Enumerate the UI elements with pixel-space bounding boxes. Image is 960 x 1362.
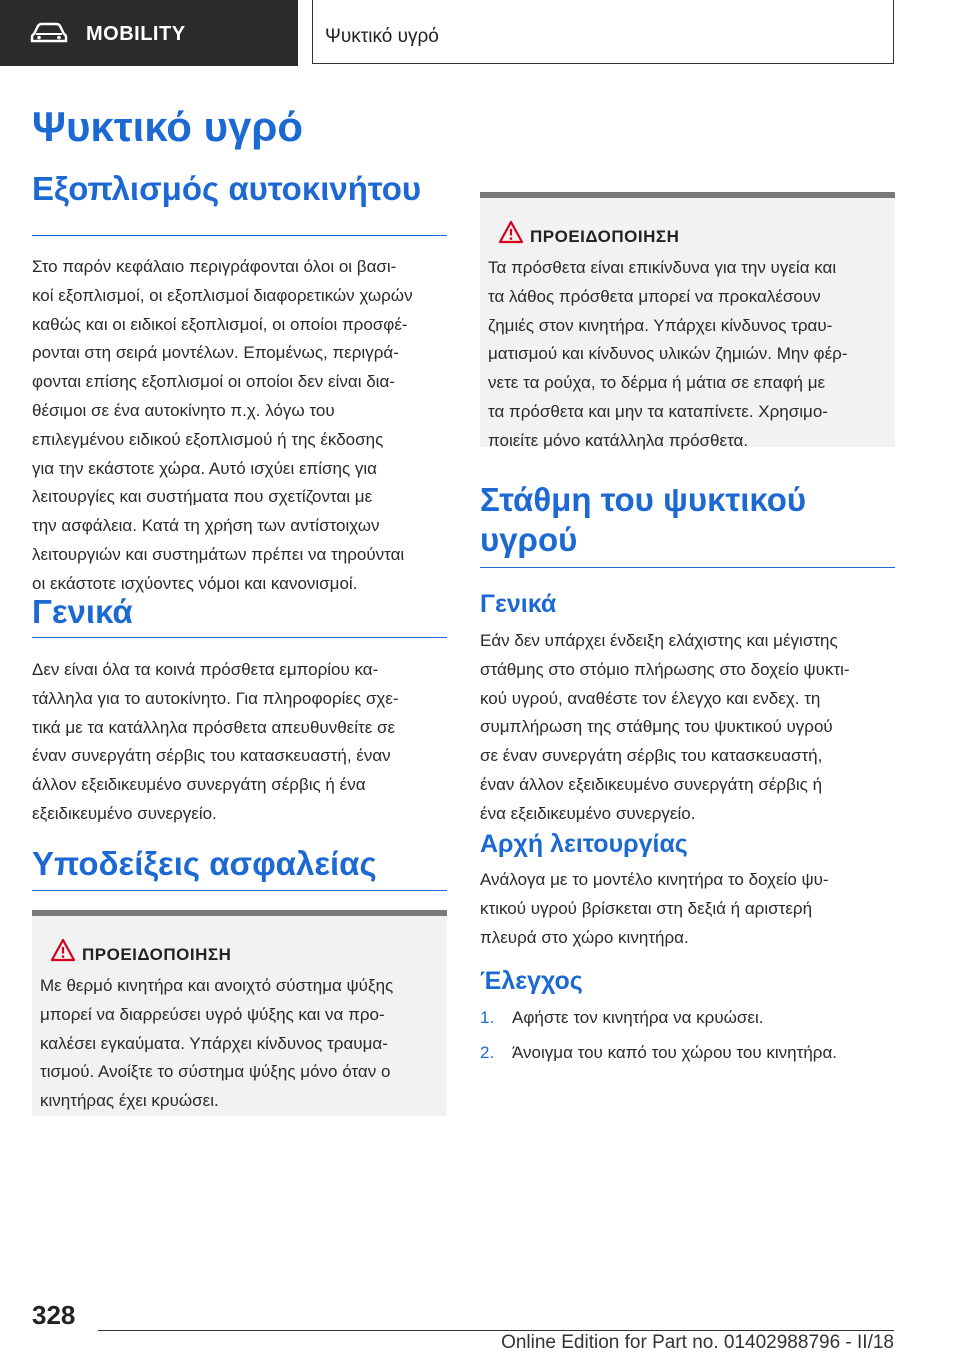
heading-line: Στάθμη του ψυκτικού [480,481,807,518]
general-heading-text: Γενικά [32,593,133,630]
text-line: καλέσει εγκαύματα. Υπάρχει κίνδυνος τραυμα‐ [40,1033,388,1053]
text-line: Δεν είναι όλα τα κοινά πρόσθετα εμπορίου κα‐ [32,660,379,679]
text-line: πλευρά στο χώρο κινητήρα. [480,927,689,947]
warning-text [40,972,393,1116]
section-tab[interactable] [0,0,298,66]
safety-heading-text: Υποδείξεις ασφαλείας [32,845,377,882]
text-line: ζημιές στον κινητήρα. Υπάρχει κίνδυνος τραυ‐ [488,315,833,335]
text-line: τισμού. Ανοίξτε το σύστημα ψύξης μόνο όταν ο [40,1062,391,1082]
warning-label: ΠΡΟΕΙΔΟΠΟΙΗΣΗ [82,945,232,964]
general-subheading: Γενικά [480,590,557,618]
warning-box-left [32,910,447,1116]
text-line: ματισμού και κίνδυνος υλικών ζημιών. Μην φέρ‐ [488,344,848,364]
text-line: Στο παρόν κεφάλαιο περιγράφονται όλοι οι βασι‐ [32,257,397,276]
text-line: ένα εξειδικευμένο συνεργείο. [480,803,696,823]
text-line: κινητήρας έχει κρυώσει. [40,1091,219,1111]
warning-text [488,254,847,456]
list-item [480,1039,900,1074]
text-line: ρονται στη σειρά μοντέλων. Επομένως, περιγρά‐ [32,343,399,363]
text-line: κού υγρού, αναθέστε τον έλεγχο και ενδεχ. τη [480,688,821,708]
step-number: 1. [480,1008,495,1027]
text-line: Εάν δεν υπάρχει ένδειξη ελάχιστης και μέγιστης [480,631,838,650]
chapter-title: Ψυκτικό υγρό [325,26,439,47]
warning-triangle-icon [50,938,76,962]
warning-label: ΠΡΟΕΙΔΟΠΟΙΗΣΗ [530,227,680,246]
general-heading [32,592,447,638]
page-number: 328 [32,1300,76,1330]
footer-divider [98,1330,894,1331]
text-line: ποιείτε μόνο κατάλληλα πρόσθετα. [488,430,749,450]
text-line: την ασφάλεια. Κατά τη χρήση των αντίστοιχων [32,516,380,536]
principle-paragraph [480,866,900,952]
heading-line: υγρού [480,521,578,558]
principle-subheading: Αρχή λειτουργίας [480,830,688,858]
text-line: για την εκάστοτε χώρα. Αυτό ισχύει επίσης για [32,458,378,478]
text-line: σε έναν συνεργάτη σέρβις του κατασκευαστή, [480,746,823,766]
text-line: άλλον εξειδικευμένο συνεργάτη σέρβις ή ένα [32,775,366,795]
section-label: MOBILITY [86,23,186,45]
text-line: οι εκάστοτε ισχύοντες νόμοι και κανονισμοί. [32,573,358,593]
text-line: λειτουργιών και συστημάτων πρέπει να τηρούνται [32,544,405,564]
text-line: συμπλήρωση της στάθμης του ψυκτικού υγρού [480,717,833,737]
equipment-heading [32,164,447,236]
text-line: καθώς και οι ειδικοί εξοπλισμοί, οι οποίοι προσφέ‐ [32,314,408,334]
check-subheading: Έλεγχος [480,967,583,995]
text-line: λειτουργίες και συστήματα που σχετίζονται με [32,487,373,507]
step-text: Άνοιγμα του καπό του χώρου του κινητήρα. [512,1043,838,1062]
equipment-heading-text: Εξοπλισμός αυτοκινήτου [32,170,422,207]
safety-heading [32,843,447,891]
text-line: τάλληλα για το αυτοκίνητο. Για πληροφορίες σχε‐ [32,688,399,708]
text-line: νετε τα ρούχα, το δέρμα ή μάτια σε επαφή με [488,373,826,393]
step-number: 2. [480,1043,495,1062]
text-line: έναν συνεργάτη σέρβις του κατασκευαστή, έναν [32,746,391,766]
text-line: επιλεγμένου ειδικού εξοπλισμού ή της έκδοσης [32,429,384,449]
text-line: κτικού υγρού βρίσκεται στη δεξιά ή αριστερή [480,898,813,918]
text-line: στάθμης στο στόμιο πλήρωσης στο δοχείο ψυκτι‐ [480,659,850,679]
text-line: κοί εξοπλισμοί, οι εξοπλισμοί διαφορετικών χωρών [32,285,413,305]
car-icon [30,22,68,44]
text-line: μπορεί να διαρρεύσει υγρό ψύξης και να προ‐ [40,1004,385,1024]
edition-note: Online Edition for Part no. 01402988796 - II/18 [501,1332,894,1353]
text-line: τικά με τα κατάλληλα πρόσθετα απευθυνθείτε σε [32,717,396,737]
text-line: εξειδικευμένο συνεργείο. [32,803,217,823]
text-line: Ανάλογα με το μοντέλο κινητήρα το δοχείο ψυ‐ [480,870,829,889]
step-text: Αφήστε τον κινητήρα να κρυώσει. [512,1008,764,1027]
page-title: Ψυκτικό υγρό [32,103,304,150]
text-line: φονται επίσης εξοπλισμοί οι οποίοι δεν είναι δια‐ [32,372,395,392]
warning-triangle-icon [498,220,524,244]
text-line: Τα πρόσθετα είναι επικίνδυνα για την υγεία και [488,258,837,277]
coolant-level-heading [480,480,895,568]
equipment-paragraph [32,253,452,599]
warning-box-right [480,192,895,450]
text-line: θέσιμοι σε ένα αυτοκίνητο π.χ. λόγω του [32,400,335,420]
general-paragraph [32,656,452,829]
text-line: τα πρόσθετα και μην τα καταπίνετε. Χρησιμο‐ [488,401,828,421]
text-line: τα λάθος πρόσθετα μπορεί να προκαλέσουν [488,286,821,306]
text-line: Με θερμό κινητήρα και ανοιχτό σύστημα ψύξης [40,976,394,995]
check-steps-list [480,1004,900,1074]
general-paragraph-right [480,627,900,829]
list-item [480,1004,900,1039]
text-line: έναν άλλον εξειδικευμένο συνεργάτη σέρβις ή [480,774,823,794]
chapter-title-box [312,0,894,64]
